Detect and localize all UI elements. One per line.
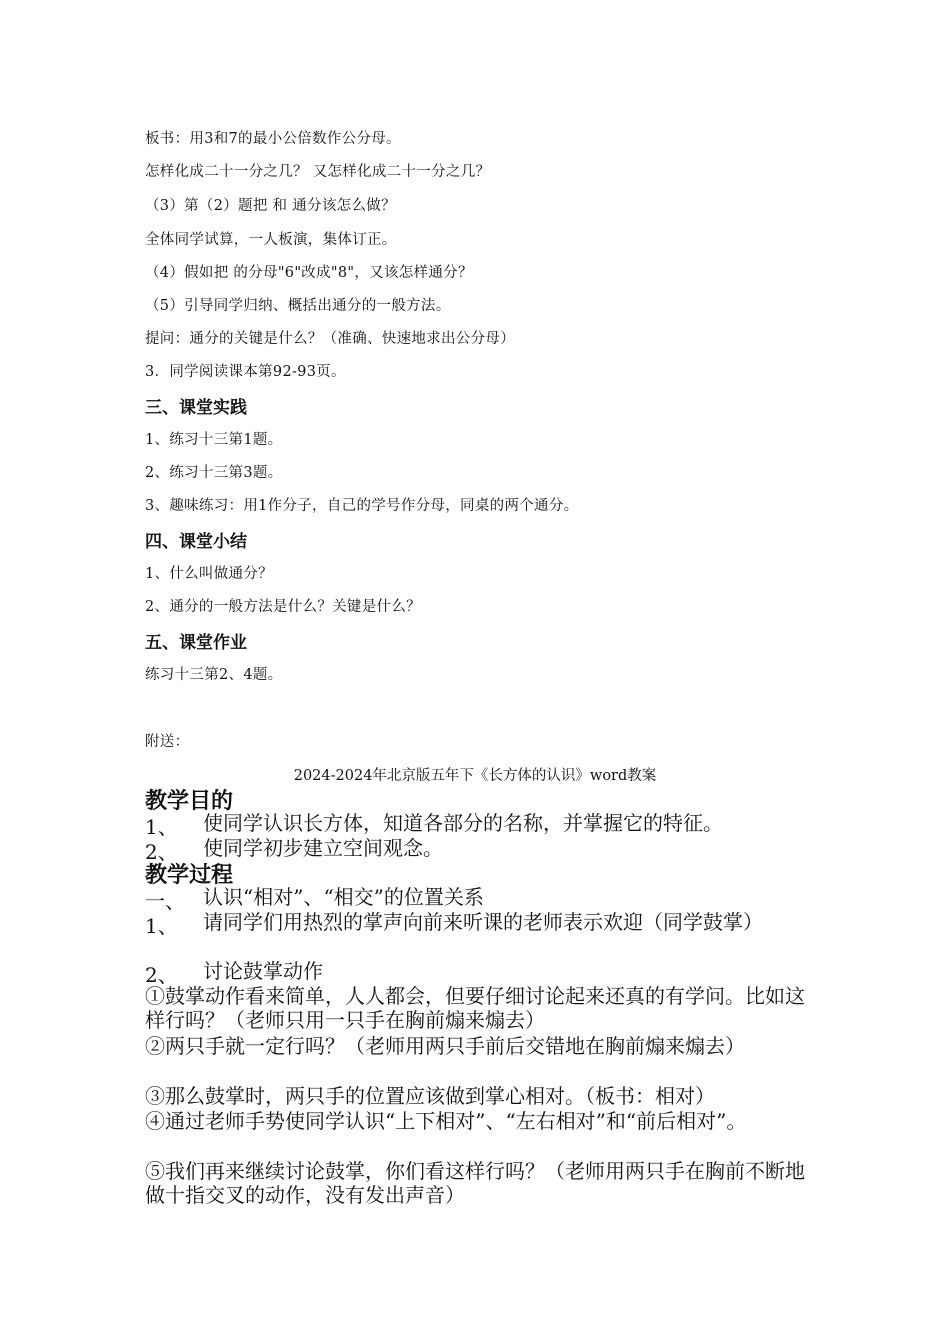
process-heading: 教学过程 <box>145 863 234 888</box>
list-item: 1、什么叫做通分？ <box>145 566 273 582</box>
goal-heading: 教学目的 <box>145 789 234 814</box>
text-line: 3．同学阅读课本第92-93页。 <box>145 364 346 380</box>
goal-text: 使同学初步建立空间观念。 <box>203 836 443 860</box>
paragraph: ④通过老师手势使同学认识“上下相对”、“左右相对”和“前后相对”。 <box>145 1109 747 1133</box>
paragraph: ①鼓掌动作看来简单，人人都会，但要仔细讨论起来还真的有学问。比如这样行吗？（老师只用一只手在胸前煽来煽去） <box>145 984 805 1032</box>
text-line: 提问：通分的关键是什么？（准确、快速地求出公分母） <box>145 331 515 347</box>
process-text: 认识“相对”、“相交”的位置关系 <box>203 885 484 909</box>
process-text: 讨论鼓掌动作 <box>203 959 323 983</box>
goal-text: 使同学认识长方体，知道各部分的名称，并掌握它的特征。 <box>203 811 723 835</box>
process-number: 1、 <box>145 914 178 938</box>
goal-number: 1、 <box>145 815 178 839</box>
paragraph: ②两只手就一定行吗？（老师用两只手前后交错地在胸前煽来煽去） <box>145 1034 745 1058</box>
text-line: 怎样化成二十一分之几？ 又怎样化成二十一分之几？ <box>145 164 491 180</box>
process-text: 请同学们用热烈的掌声向前来听课的老师表示欢迎（同学鼓掌） <box>203 910 763 934</box>
list-item: 1、练习十三第1题。 <box>145 432 283 448</box>
list-item: 3、趣味练习：用1作分子，自己的学号作分母，同桌的两个通分。 <box>145 498 579 514</box>
appendix-label: 附送： <box>145 734 190 750</box>
list-item: 练习十三第2、4题。 <box>145 667 283 683</box>
section-heading: 五、课堂作业 <box>145 633 247 653</box>
text-line: 全体同学试算，一人板演，集体订正。 <box>145 232 397 248</box>
section-heading: 三、课堂实践 <box>145 398 247 418</box>
section-heading: 四、课堂小结 <box>145 532 247 552</box>
text-line: （4）假如把 的分母"6"改成"8"，又该怎样通分？ <box>145 265 473 281</box>
text-line: （3）第（2）题把 和 通分该怎么做？ <box>145 198 396 214</box>
goal-number: 2、 <box>145 840 178 864</box>
process-number: 一、 <box>145 889 185 913</box>
paragraph: ③那么鼓掌时，两只手的位置应该做到掌心相对。（板书：相对） <box>145 1084 715 1108</box>
text-line: 板书：用3和7的最小公倍数作公分母。 <box>145 131 401 147</box>
list-item: 2、通分的一般方法是什么？关键是什么？ <box>145 599 421 615</box>
paragraph: ⑤我们再来继续讨论鼓掌，你们看这样行吗？（老师用两只手在胸前不断地做十指交叉的动作，没有发出声音） <box>145 1159 805 1207</box>
document-title: 2024-2024年北京版五年下《长方体的认识》word教案 <box>293 768 657 784</box>
process-number: 2、 <box>145 963 178 987</box>
list-item: 2、练习十三第3题。 <box>145 465 283 481</box>
text-line: （5）引导同学归纳、概括出通分的一般方法。 <box>145 298 451 314</box>
